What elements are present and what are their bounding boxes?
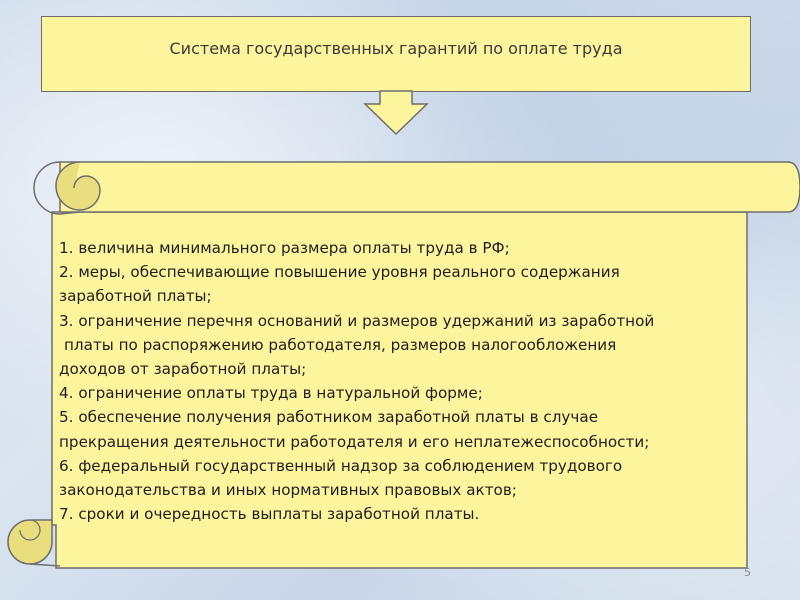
- list-item: 5. обеспечение получения работником заработной платы в случае: [59, 408, 599, 427]
- slide-title: Система государственных гарантий по оплате труда: [169, 38, 623, 58]
- list-item: законодательства и иных нормативных правовых актов;: [59, 481, 517, 500]
- list-item: доходов от заработной платы;: [59, 360, 307, 379]
- list-item: 2. меры, обеспечивающие повышение уровня реального содержания: [59, 263, 620, 282]
- list-item: прекращения деятельности работодателя и его неплатежеспособности;: [59, 432, 650, 451]
- list-item: 4. ограничение оплаты труда в натуральной форме;: [59, 384, 483, 403]
- list-item: 6. федеральный государственный надзор за соблюдением трудового: [59, 456, 623, 475]
- list-item: 7. сроки и очередность выплаты заработной платы.: [59, 505, 480, 524]
- list-item: 1. величина минимального размера оплаты труда в РФ;: [59, 239, 510, 257]
- guarantees-list: [59, 236, 739, 526]
- page-number: 5: [744, 566, 751, 579]
- list-item: платы по распоряжению работодателя, размеров налогообложения: [64, 335, 617, 354]
- list-item: заработной платы;: [59, 287, 212, 306]
- list-item: 3. ограничение перечня оснований и размеров удержаний из заработной: [59, 311, 655, 330]
